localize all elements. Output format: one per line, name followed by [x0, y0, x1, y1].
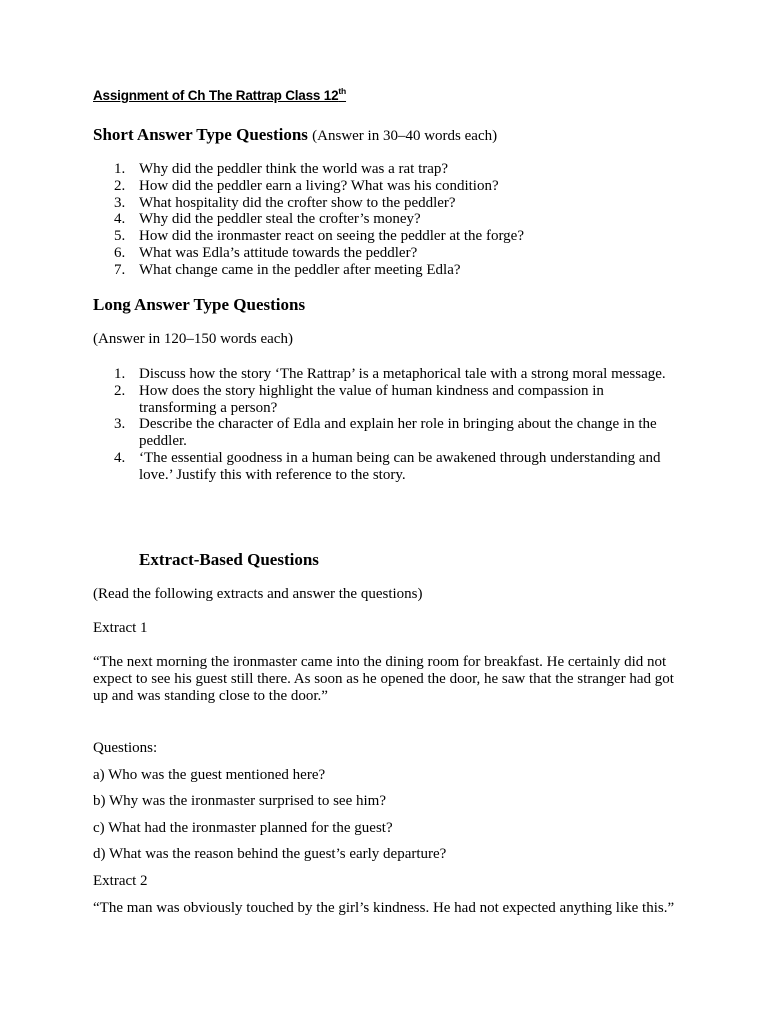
list-item — [93, 366, 683, 383]
list-item — [93, 161, 683, 178]
extract-instructions: (Read the following extracts and answer the questions) — [93, 586, 423, 602]
extract-1-label: Extract 1 — [93, 620, 148, 636]
item-number: 3. — [114, 416, 126, 433]
item-text: How does the story highlight the value of human kindness and compassion in transforming a person? — [139, 382, 604, 416]
item-number: 1. — [114, 161, 126, 177]
list-item — [93, 195, 683, 212]
list-item — [93, 450, 683, 484]
list-item — [93, 211, 683, 228]
extract-2-text: “The man was obviously touched by the girl’s kindness. He had not expected anything like this.” — [93, 900, 675, 916]
extract-1-text: “The next morning the ironmaster came into the dining room for breakfast. He certainly did not expect to see his guest still there. As soon as he opened the door, he saw that the stranger had got up and was standing close to the door.” — [93, 654, 674, 704]
item-number: 7. — [114, 261, 126, 278]
extract-question-b: b) Why was the ironmaster surprised to see him? — [93, 793, 386, 809]
short-answer-heading-text: Short Answer Type Questions — [93, 125, 308, 144]
list-item — [93, 262, 683, 279]
document-title — [93, 86, 346, 103]
list-item — [93, 416, 683, 450]
title-superscript: th — [338, 86, 347, 96]
item-number: 4. — [114, 211, 126, 228]
short-answer-note: (Answer in 30–40 words each) — [312, 128, 498, 144]
list-item — [93, 383, 683, 417]
item-number: 1. — [114, 366, 126, 382]
short-answer-list — [93, 161, 683, 278]
questions-label: Questions: — [93, 740, 158, 756]
item-text: What hospitality did the crofter show to the peddler? — [139, 194, 456, 211]
item-number: 3. — [114, 194, 126, 211]
item-text: What change came in the peddler after meeting Edla? — [139, 261, 461, 278]
item-text: ‘The essential goodness in a human being can be awakened through understanding and love.’ Justify this with reference to the story. — [139, 449, 661, 483]
list-item — [93, 228, 683, 245]
item-text: How did the peddler earn a living? What was his condition? — [139, 177, 499, 194]
list-item — [93, 178, 683, 195]
extract-based-heading: Extract-Based Questions — [139, 550, 319, 569]
item-text: What was Edla’s attitude towards the peddler? — [139, 244, 418, 261]
long-answer-heading: Long Answer Type Questions — [93, 295, 306, 314]
item-text: How did the ironmaster react on seeing the peddler at the forge? — [139, 228, 524, 244]
extract-question-a: a) Who was the guest mentioned here? — [93, 767, 326, 783]
item-number: 2. — [114, 177, 126, 194]
extract-question-c: c) What had the ironmaster planned for the guest? — [93, 820, 393, 836]
extract-2-label: Extract 2 — [93, 873, 148, 889]
long-answer-list — [93, 366, 683, 483]
list-item — [93, 245, 683, 262]
extract-question-d: d) What was the reason behind the guest’s early departure? — [93, 846, 447, 862]
long-answer-note: (Answer in 120–150 words each) — [93, 331, 293, 347]
title-text: Assignment of Ch The Rattrap Class 12 — [93, 88, 339, 103]
item-number: 5. — [114, 228, 126, 244]
short-answer-heading — [93, 125, 497, 145]
item-text: Discuss how the story ‘The Rattrap’ is a metaphorical tale with a strong moral message. — [139, 366, 666, 382]
item-number: 2. — [114, 382, 126, 399]
item-text: Why did the peddler steal the crofter’s money? — [139, 211, 421, 228]
item-number: 6. — [114, 244, 126, 261]
item-text: Why did the peddler think the world was a rat trap? — [139, 161, 449, 177]
item-text: Describe the character of Edla and explain her role in bringing about the change in the peddler. — [139, 416, 657, 449]
item-number: 4. — [114, 449, 126, 466]
